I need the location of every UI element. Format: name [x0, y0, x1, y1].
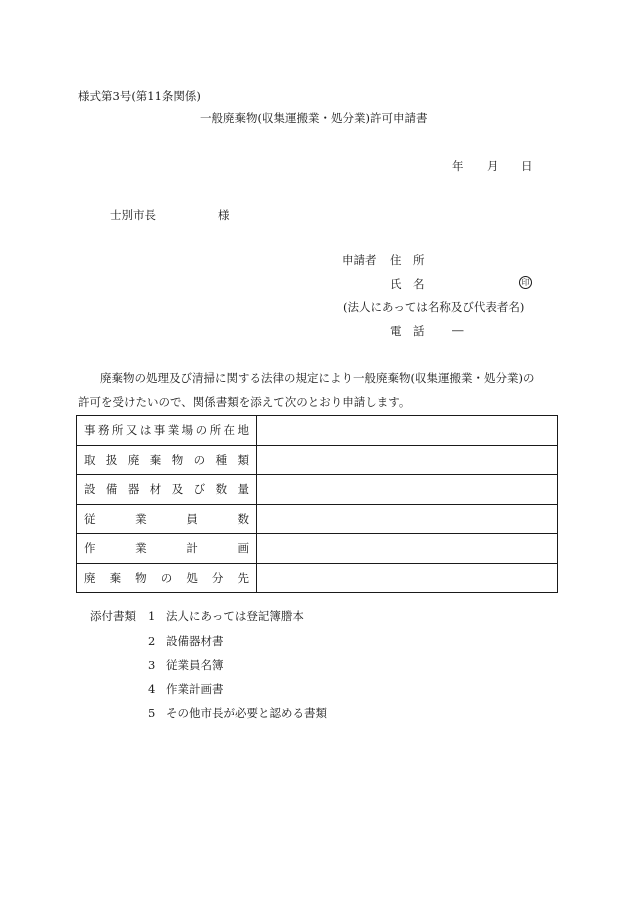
application-table [76, 415, 558, 593]
date-year-label: 年 [452, 159, 464, 173]
table-row [77, 416, 558, 446]
attachment-item [148, 681, 224, 697]
attachment-number: 1 [148, 609, 156, 623]
row-label-work-plan: 作業計画 [77, 534, 257, 564]
table-row [77, 563, 558, 593]
name-label: 氏 名 [390, 277, 425, 291]
attachment-text: 作業計画書 [166, 682, 224, 696]
date-day-label: 日 [521, 159, 533, 173]
attachments-label: 添付書類 [90, 609, 136, 623]
row-label-waste-type: 取扱廃棄物の種類 [77, 445, 257, 475]
addressee-name: 士別市長 [110, 208, 156, 222]
attachment-number: 5 [148, 706, 156, 720]
attachment-item [148, 608, 304, 624]
row-value-disposal-destination[interactable] [257, 563, 558, 593]
row-label-equipment: 設備器材及び数量 [77, 475, 257, 505]
table-row [77, 534, 558, 564]
attachment-number: 2 [148, 634, 156, 648]
seal-mark: 印 [519, 276, 532, 289]
phone-label: 電 話 [390, 324, 425, 338]
row-label-employee-count: 従業員数 [77, 504, 257, 534]
row-value-office-location[interactable] [257, 416, 558, 446]
row-value-work-plan[interactable] [257, 534, 558, 564]
attachment-text: その他市長が必要と認める書類 [166, 706, 327, 720]
addressee-honorific: 様 [218, 208, 230, 222]
row-label-office-location: 事務所又は事業場の所在地 [77, 416, 257, 446]
document-title: 一般廃棄物(収集運搬業・処分業)許可申請書 [200, 111, 428, 125]
address-label: 住 所 [390, 253, 425, 267]
date-month-label: 月 [487, 159, 499, 173]
table-row [77, 445, 558, 475]
row-label-disposal-destination: 廃棄物の処分先 [77, 563, 257, 593]
table-row [77, 504, 558, 534]
row-value-waste-type[interactable] [257, 445, 558, 475]
row-value-employee-count[interactable] [257, 504, 558, 534]
attachment-number: 4 [148, 682, 156, 696]
attachment-number: 3 [148, 658, 156, 672]
applicant-label: 申請者 [342, 253, 377, 267]
attachment-text: 法人にあっては登記簿謄本 [166, 609, 304, 623]
attachment-item [148, 633, 224, 649]
form-number: 様式第3号(第11条関係) [78, 89, 201, 103]
attachment-text: 従業員名簿 [166, 658, 224, 672]
phone-dash: ― [452, 323, 464, 337]
attachment-text: 設備器材書 [166, 634, 224, 648]
body-text-line-1: 廃棄物の処理及び清掃に関する法律の規定により一般廃棄物(収集運搬業・処分業)の [100, 371, 535, 385]
body-text-line-2: 許可を受けたいので、関係書類を添えて次のとおり申請します。 [78, 395, 411, 409]
corporation-note: (法人にあっては名称及び代表者名) [343, 300, 525, 314]
row-value-equipment[interactable] [257, 475, 558, 505]
attachment-item [148, 657, 224, 673]
attachment-item [148, 705, 327, 721]
table-row [77, 475, 558, 505]
